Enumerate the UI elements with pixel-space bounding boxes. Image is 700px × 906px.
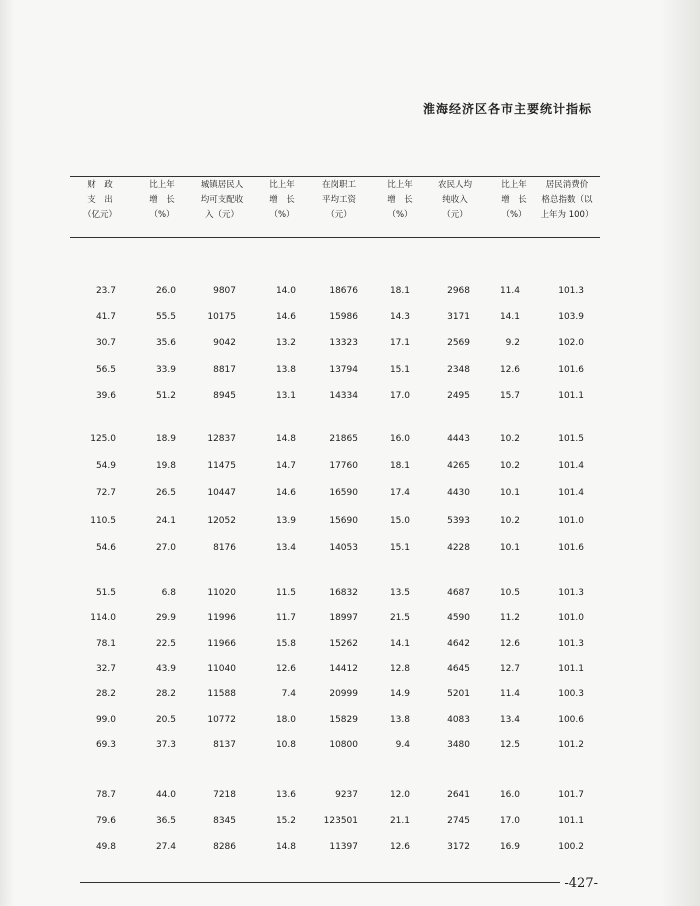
table-cell: 100.2 — [558, 842, 584, 852]
table-cell: 21.5 — [389, 613, 410, 624]
header-line: 居民消费价 — [545, 180, 589, 190]
table-cell: 2641 — [447, 790, 470, 800]
page-number: -427- — [560, 876, 598, 891]
table-cell: 16590 — [329, 488, 358, 499]
table-cell: 32.7 — [95, 663, 116, 674]
table-cell: 101.7 — [558, 790, 584, 800]
header-line: 增 长 — [501, 195, 527, 205]
table-cell: 18.1 — [389, 461, 410, 472]
header-line: 比上年 — [387, 180, 413, 190]
table-cell: 2495 — [447, 390, 470, 401]
table-cell: 43.9 — [155, 663, 176, 674]
table-cell: 101.6 — [558, 542, 584, 553]
table-cell: 72.7 — [95, 488, 116, 499]
table-cell: 4687 — [447, 588, 470, 598]
table-cell: 14.7 — [275, 461, 296, 472]
table-cell: 4228 — [447, 542, 470, 553]
table-cell: 22.5 — [155, 638, 176, 649]
table-cell: 15829 — [329, 714, 358, 725]
table-cell: 13.8 — [389, 714, 410, 725]
table-cell: 114.0 — [90, 613, 116, 624]
table-cell: 13323 — [329, 338, 358, 349]
table-cell: 20.5 — [155, 714, 176, 725]
table-cell: 18.9 — [155, 434, 176, 444]
header-col-1 — [75, 178, 125, 223]
table-cell: 37.3 — [155, 739, 176, 750]
table-cell: 7.4 — [281, 689, 296, 700]
table-cell: 8176 — [213, 542, 236, 553]
table-row — [70, 639, 600, 653]
table-cell: 27.0 — [155, 542, 176, 553]
table-row — [70, 588, 600, 602]
table-cell: 18676 — [329, 286, 358, 296]
table-cell: 11966 — [207, 638, 236, 649]
table-cell: 16.0 — [389, 434, 410, 444]
header-line: 均可支配收 — [200, 195, 244, 205]
table-cell: 36.5 — [155, 816, 176, 826]
table-cell: 8345 — [213, 816, 236, 826]
table-cell: 2348 — [447, 364, 470, 375]
table-cell: 78.7 — [95, 790, 116, 800]
header-line: 格总指数（以 — [541, 195, 593, 205]
table-cell: 101.4 — [558, 461, 584, 472]
table-row — [70, 434, 600, 448]
table-cell: 15.1 — [389, 364, 410, 375]
table-cell: 101.0 — [558, 613, 584, 624]
header-line: （%） — [269, 210, 295, 220]
table-cell: 14.6 — [275, 312, 296, 323]
table-cell: 4642 — [447, 638, 470, 649]
table-cell: 16832 — [329, 588, 358, 598]
table-cell: 14.8 — [275, 434, 296, 444]
table-row — [70, 613, 600, 627]
table-cell: 11397 — [329, 842, 358, 852]
table-cell: 20999 — [329, 689, 358, 700]
table-cell: 103.9 — [558, 312, 584, 323]
table-cell: 10.5 — [499, 588, 520, 598]
table-cell: 11996 — [207, 613, 236, 624]
table-row — [70, 664, 600, 678]
table-cell: 13.4 — [499, 714, 520, 725]
header-col-6 — [380, 178, 420, 223]
table-cell: 11475 — [207, 461, 236, 472]
table-cell: 10.8 — [275, 739, 296, 750]
table-cell: 54.9 — [95, 461, 116, 472]
table-cell: 8286 — [213, 842, 236, 852]
table-cell: 11040 — [207, 663, 236, 674]
header-line: 入（元） — [204, 210, 239, 220]
header-col-4 — [262, 178, 302, 223]
table-row — [70, 816, 600, 830]
table-cell: 11.2 — [499, 613, 520, 624]
table-cell: 101.1 — [558, 816, 584, 826]
table-cell: 14412 — [329, 663, 358, 674]
table-cell: 4590 — [447, 613, 470, 624]
table-cell: 13.8 — [275, 364, 296, 375]
table-header — [70, 178, 600, 236]
table-cell: 101.6 — [558, 364, 584, 375]
table-cell: 101.0 — [558, 515, 584, 526]
table-cell: 16.0 — [499, 790, 520, 800]
table-cell: 10.1 — [499, 542, 520, 553]
table-cell: 11588 — [207, 689, 236, 700]
header-line: （%） — [501, 210, 527, 220]
table-cell: 10.2 — [499, 515, 520, 526]
table-cell: 7218 — [213, 790, 236, 800]
table-cell: 4265 — [447, 461, 470, 472]
header-col-7 — [428, 178, 482, 223]
table-cell: 10175 — [207, 312, 236, 323]
header-col-8 — [494, 178, 534, 223]
table-cell: 11020 — [207, 588, 236, 598]
table-cell: 11.5 — [275, 588, 296, 598]
table-cell: 11.4 — [499, 689, 520, 700]
table-cell: 55.5 — [155, 312, 176, 323]
table-cell: 4083 — [447, 714, 470, 725]
header-col-3 — [194, 178, 250, 223]
table-cell: 6.8 — [161, 588, 176, 598]
header-line: （元） — [326, 210, 352, 220]
table-cell: 9.4 — [395, 739, 410, 750]
header-line: 农民人均 — [437, 180, 472, 190]
table-cell: 79.6 — [95, 816, 116, 826]
table-cell: 2968 — [447, 286, 470, 296]
scan-edge-left — [0, 0, 14, 906]
table-cell: 56.5 — [95, 364, 116, 375]
table-cell: 15986 — [329, 312, 358, 323]
table-cell: 101.3 — [558, 638, 584, 649]
table-cell: 12052 — [207, 515, 236, 526]
table-cell: 51.2 — [155, 390, 176, 401]
table-cell: 4430 — [447, 488, 470, 499]
table-cell: 14.0 — [275, 286, 296, 296]
table-cell: 41.7 — [95, 312, 116, 323]
table-cell: 13794 — [329, 364, 358, 375]
table-cell: 13.5 — [389, 588, 410, 598]
table-row — [70, 461, 600, 475]
table-cell: 49.8 — [95, 842, 116, 852]
table-cell: 9042 — [213, 338, 236, 349]
header-line: 比上年 — [149, 180, 175, 190]
table-cell: 11.7 — [275, 613, 296, 624]
table-cell: 19.8 — [155, 461, 176, 472]
table-cell: 21865 — [329, 434, 358, 444]
table-cell: 17.4 — [389, 488, 410, 499]
table-cell: 28.2 — [95, 689, 116, 700]
header-line: 财 政 — [87, 180, 113, 190]
table-cell: 14.1 — [499, 312, 520, 323]
header-line: （元） — [442, 210, 468, 220]
table-cell: 15.8 — [275, 638, 296, 649]
table-cell: 29.9 — [155, 613, 176, 624]
table-cell: 17.0 — [389, 390, 410, 401]
header-line: 比上年 — [269, 180, 295, 190]
table-cell: 110.5 — [90, 515, 116, 526]
table-cell: 10772 — [207, 714, 236, 725]
table-header-rule — [70, 237, 600, 238]
table-cell: 12.8 — [389, 663, 410, 674]
table-cell: 28.2 — [155, 689, 176, 700]
header-col-9 — [536, 178, 598, 223]
table-cell: 14.1 — [389, 638, 410, 649]
table-row — [70, 312, 600, 326]
header-line: （%） — [149, 210, 175, 220]
table-row — [70, 740, 600, 754]
header-col-5 — [311, 178, 367, 223]
table-cell: 12837 — [207, 434, 236, 444]
table-cell: 15.0 — [389, 515, 410, 526]
table-cell: 39.6 — [95, 390, 116, 401]
table-row — [70, 391, 600, 405]
table-cell: 15262 — [329, 638, 358, 649]
table-cell: 12.6 — [499, 364, 520, 375]
table-row — [70, 488, 600, 502]
table-row — [70, 790, 600, 804]
header-line: 平均工资 — [321, 195, 356, 205]
table-cell: 3480 — [447, 739, 470, 750]
table-cell: 13.6 — [275, 790, 296, 800]
table-cell: 101.1 — [558, 390, 584, 401]
header-line: （%） — [387, 210, 413, 220]
table-cell: 14.6 — [275, 488, 296, 499]
table-cell: 3172 — [447, 842, 470, 852]
table-cell: 26.5 — [155, 488, 176, 499]
footer-rule — [80, 882, 598, 883]
table-cell: 44.0 — [155, 790, 176, 800]
table-cell: 123501 — [323, 816, 358, 826]
table-cell: 30.7 — [95, 338, 116, 349]
table-row — [70, 842, 600, 856]
table-cell: 8817 — [213, 364, 236, 375]
table-cell: 100.6 — [558, 714, 584, 725]
table-cell: 102.0 — [558, 338, 584, 349]
table-cell: 12.5 — [499, 739, 520, 750]
header-line: 增 长 — [387, 195, 413, 205]
table-row — [70, 365, 600, 379]
table-cell: 12.6 — [389, 842, 410, 852]
table-cell: 27.4 — [155, 842, 176, 852]
table-cell: 9.2 — [505, 338, 520, 349]
header-line: 在岗职工 — [321, 180, 356, 190]
table-cell: 3171 — [447, 312, 470, 323]
table-cell: 12.6 — [499, 638, 520, 649]
header-line: 增 长 — [149, 195, 175, 205]
table-cell: 26.0 — [155, 286, 176, 296]
table-cell: 69.3 — [95, 739, 116, 750]
table-cell: 33.9 — [155, 364, 176, 375]
table-cell: 10.1 — [499, 488, 520, 499]
table-cell: 12.0 — [389, 790, 410, 800]
table-cell: 101.3 — [558, 286, 584, 296]
table-cell: 5201 — [447, 689, 470, 700]
table-cell: 8137 — [213, 739, 236, 750]
table-cell: 13.4 — [275, 542, 296, 553]
header-col-2 — [142, 178, 182, 223]
table-cell: 99.0 — [95, 714, 116, 725]
table-cell: 35.6 — [155, 338, 176, 349]
header-line: （亿元） — [82, 210, 117, 220]
table-cell: 24.1 — [155, 515, 176, 526]
table-cell: 10.2 — [499, 434, 520, 444]
table-cell: 125.0 — [90, 434, 116, 444]
table-cell: 4443 — [447, 434, 470, 444]
table-cell: 18.1 — [389, 286, 410, 296]
table-cell: 15.2 — [275, 816, 296, 826]
table-cell: 8945 — [213, 390, 236, 401]
table-cell: 10800 — [329, 739, 358, 750]
table-cell: 101.3 — [558, 588, 584, 598]
table-row — [70, 715, 600, 729]
table-cell: 23.7 — [95, 286, 116, 296]
header-line: 增 长 — [269, 195, 295, 205]
table-cell: 17760 — [329, 461, 358, 472]
table-cell: 5393 — [447, 515, 470, 526]
table-cell: 78.1 — [95, 638, 116, 649]
table-cell: 16.9 — [499, 842, 520, 852]
table-cell: 11.4 — [499, 286, 520, 296]
table-row — [70, 543, 600, 557]
table-row — [70, 689, 600, 703]
header-line: 纯收入 — [442, 195, 468, 205]
table-cell: 101.5 — [558, 434, 584, 444]
table-cell: 13.9 — [275, 515, 296, 526]
table-top-rule — [70, 176, 600, 177]
header-line: 城镇居民人 — [200, 180, 244, 190]
scan-edge-right — [660, 0, 700, 906]
table-cell: 12.6 — [275, 663, 296, 674]
table-cell: 15.1 — [389, 542, 410, 553]
table-cell: 17.1 — [389, 338, 410, 349]
table-cell: 15.7 — [499, 390, 520, 401]
table-cell: 14.9 — [389, 689, 410, 700]
table-cell: 101.4 — [558, 488, 584, 499]
header-line: 上年为 100） — [540, 210, 594, 220]
table-cell: 101.1 — [558, 663, 584, 674]
table-cell: 18.0 — [275, 714, 296, 725]
table-cell: 13.2 — [275, 338, 296, 349]
table-cell: 14053 — [329, 542, 358, 553]
table-cell: 2569 — [447, 338, 470, 349]
table-cell: 14334 — [329, 390, 358, 401]
table-row — [70, 286, 600, 300]
table-cell: 14.3 — [389, 312, 410, 323]
table-cell: 21.1 — [389, 816, 410, 826]
table-cell: 9237 — [335, 790, 358, 800]
table-cell: 101.2 — [558, 739, 584, 750]
table-cell: 9807 — [213, 286, 236, 296]
table-cell: 10.2 — [499, 461, 520, 472]
header-line: 支 出 — [87, 195, 113, 205]
header-line: 比上年 — [501, 180, 527, 190]
table-cell: 15690 — [329, 515, 358, 526]
table-cell: 51.5 — [95, 588, 116, 598]
table-cell: 13.1 — [275, 390, 296, 401]
table-row — [70, 338, 600, 352]
table-cell: 100.3 — [558, 689, 584, 700]
table-cell: 14.8 — [275, 842, 296, 852]
table-row — [70, 516, 600, 530]
table-cell: 10447 — [207, 488, 236, 499]
table-cell: 18997 — [329, 613, 358, 624]
table-cell: 54.6 — [95, 542, 116, 553]
running-title: 淮海经济区各市主要统计指标 — [422, 102, 592, 116]
table-cell: 4645 — [447, 663, 470, 674]
table-cell: 17.0 — [499, 816, 520, 826]
table-cell: 2745 — [447, 816, 470, 826]
table-cell: 12.7 — [499, 663, 520, 674]
